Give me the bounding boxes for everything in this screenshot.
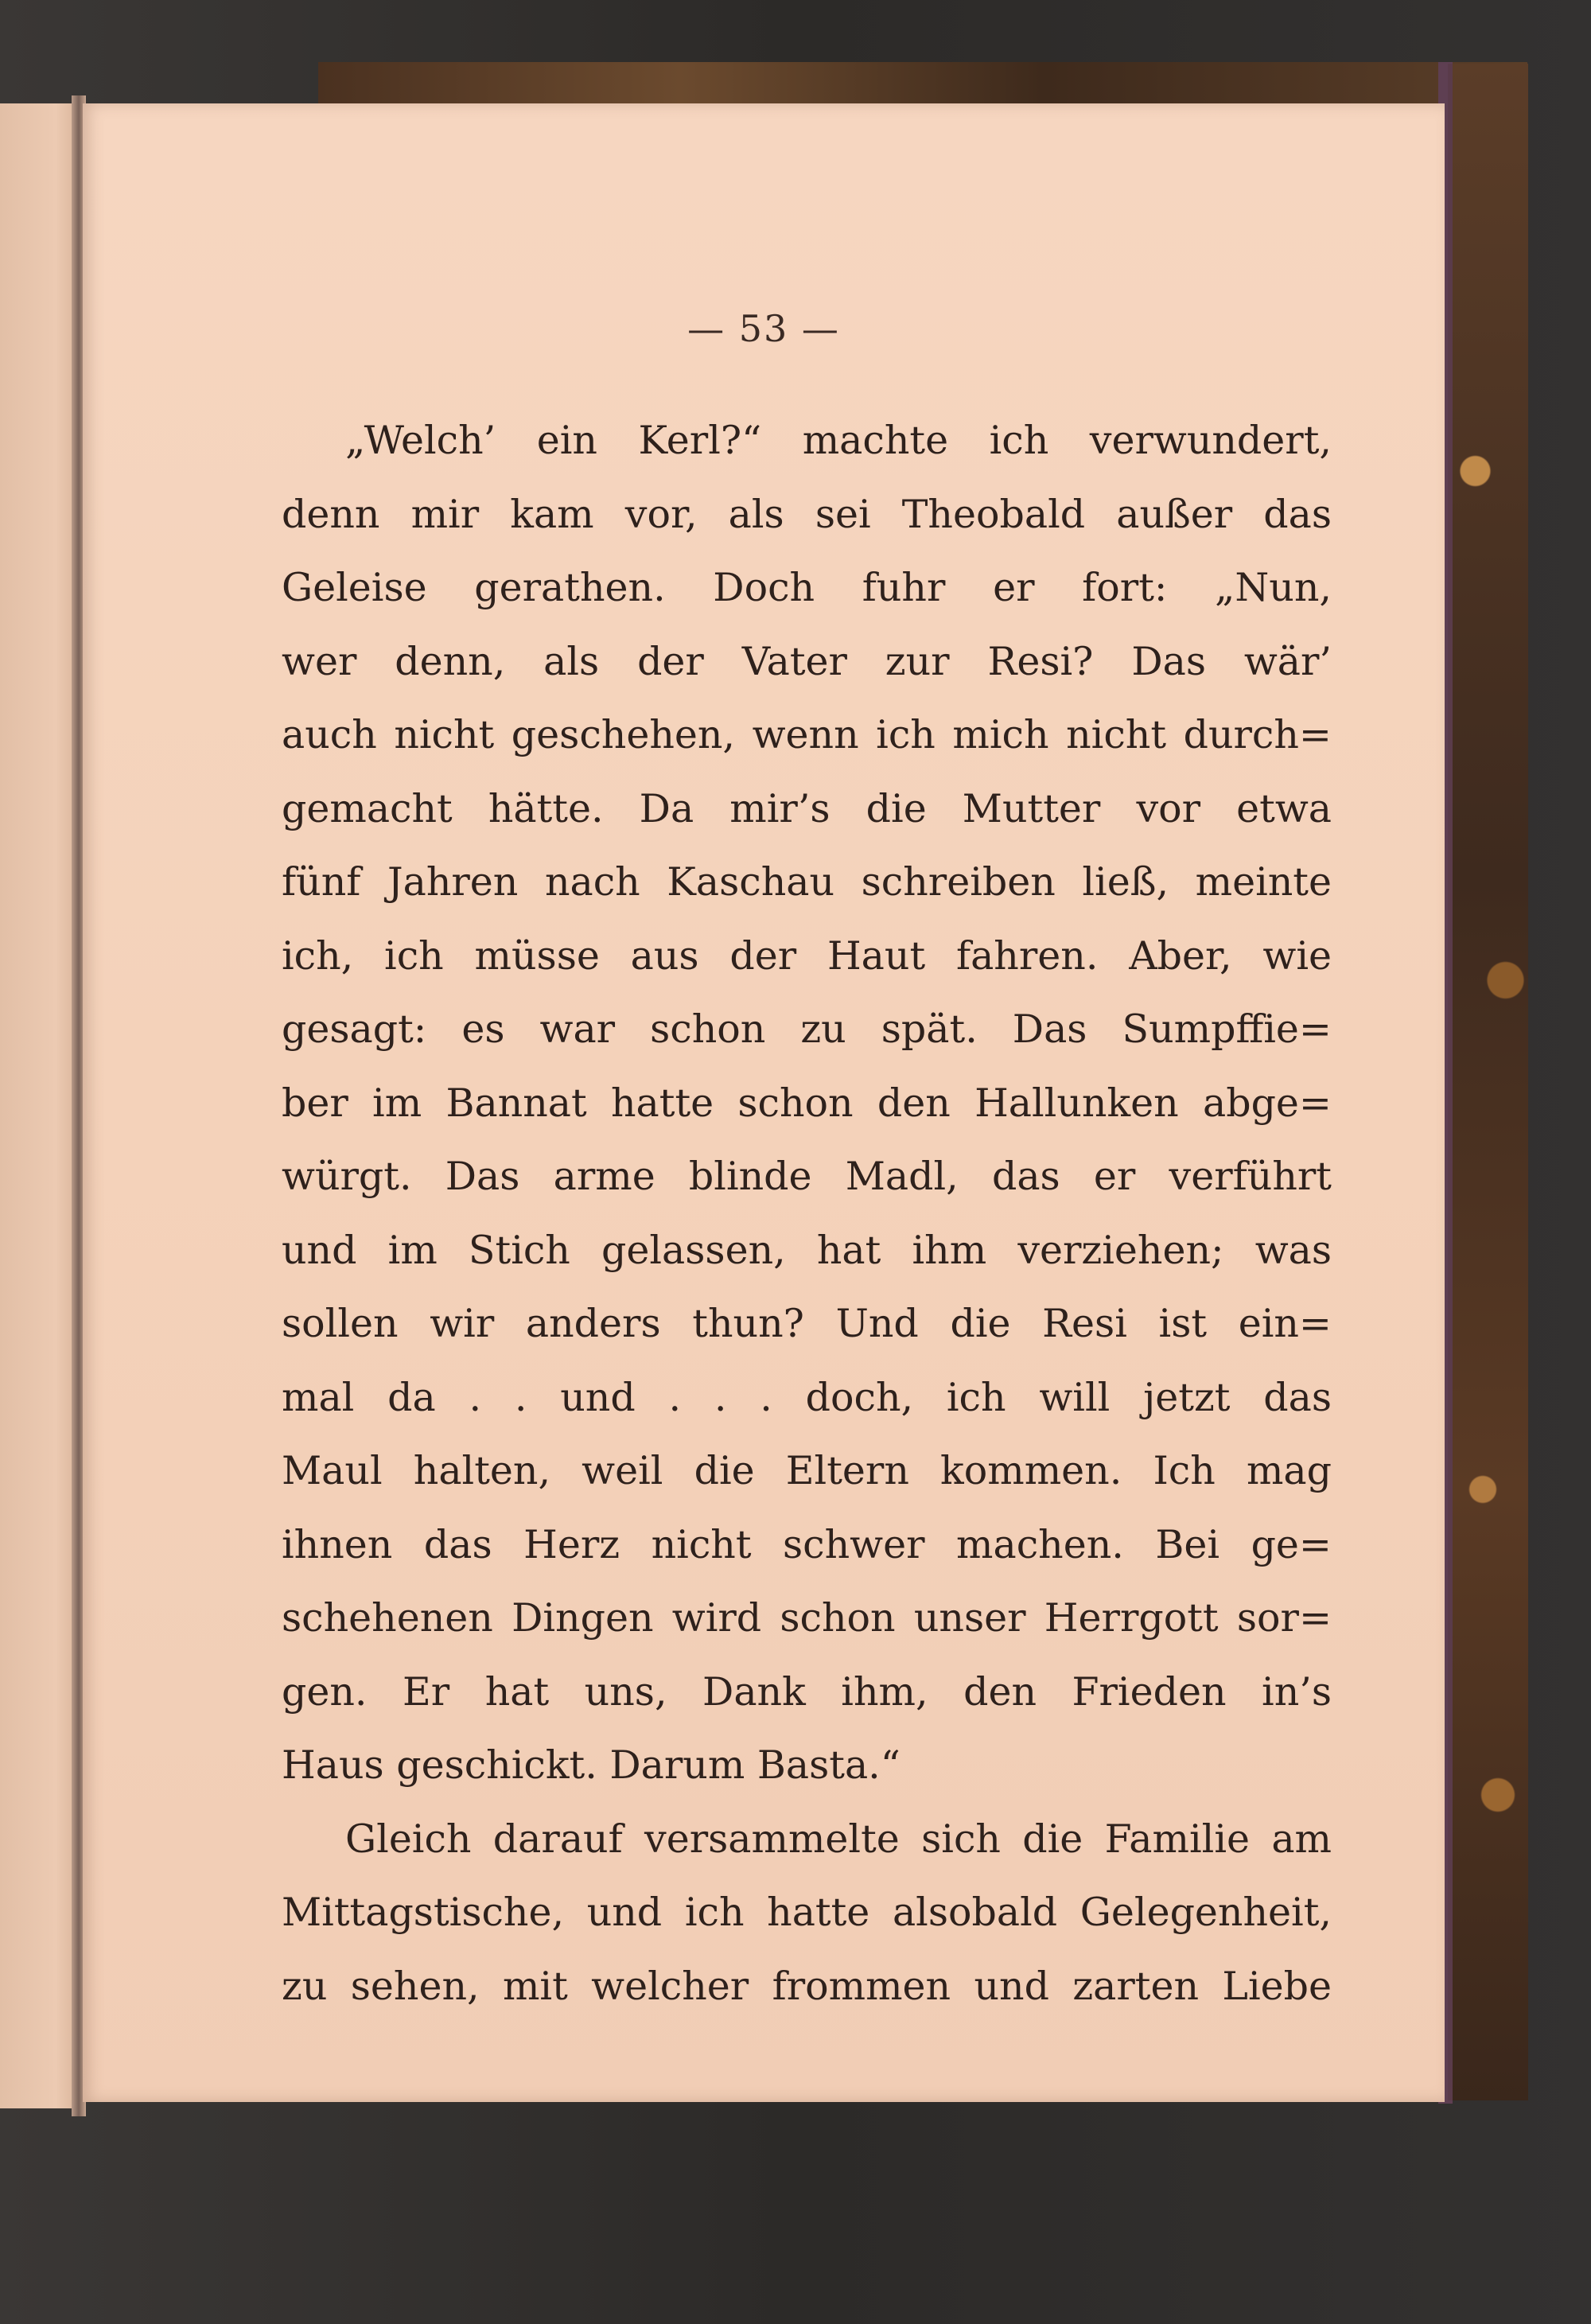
facing-page (0, 103, 80, 2108)
text-line: Gleich darauf versammelte sich die Familie am (345, 1816, 1332, 1862)
text-line: Haus geschickt. Darum Basta.“ (282, 1742, 901, 1788)
book-page (83, 103, 1445, 2102)
text-line: würgt. Das arme blinde Madl, das er verführt (282, 1154, 1332, 1199)
book-cover-top-edge (318, 62, 1527, 110)
text-line: wer denn, als der Vater zur Resi? Das wär’ (282, 638, 1332, 684)
text-line: gesagt: es war schon zu spät. Das Sumpffie= (282, 1006, 1332, 1052)
page-number: — 53 — (687, 307, 840, 350)
text-line: sollen wir anders thun? Und die Resi ist ein= (282, 1301, 1332, 1346)
text-line: auch nicht geschehen, wenn ich mich nicht durch= (282, 712, 1332, 757)
text-line: fünf Jahren nach Kaschau schreiben ließ, meinte (282, 859, 1332, 905)
text-line: gemacht hätte. Da mir’s die Mutter vor etwa (282, 785, 1332, 831)
text-line: Geleise gerathen. Doch fuhr er fort: „Nun, (282, 565, 1332, 610)
text-line: schehenen Dingen wird schon unser Herrgott sor= (282, 1595, 1332, 1641)
text-line: ihnen das Herz nicht schwer machen. Bei ge= (282, 1521, 1332, 1567)
text-line: Mittagstische, und ich hatte alsobald Gelegenheit, (282, 1890, 1332, 1935)
text-line: und im Stich gelassen, hat ihm verziehen; was (282, 1227, 1332, 1273)
marbled-book-cover (1448, 64, 1528, 2100)
text-line: zu sehen, mit welcher frommen und zarten Liebe (282, 1963, 1332, 2009)
text-line: gen. Er hat uns, Dank ihm, den Frieden in’s (282, 1668, 1332, 1715)
text-line: Maul halten, weil die Eltern kommen. Ich mag (282, 1448, 1332, 1493)
page-text (282, 404, 1332, 2023)
text-line: mal da . . und . . . doch, ich will jetzt das (282, 1374, 1332, 1420)
text-line: „Welch’ ein Kerl?“ machte ich verwundert, (345, 418, 1332, 463)
text-line: ich, ich müsse aus der Haut fahren. Aber, wie (282, 932, 1332, 979)
text-line: ber im Bannat hatte schon den Hallunken abge= (282, 1080, 1332, 1126)
text-line: denn mir kam vor, als sei Theobald außer das (282, 491, 1332, 537)
